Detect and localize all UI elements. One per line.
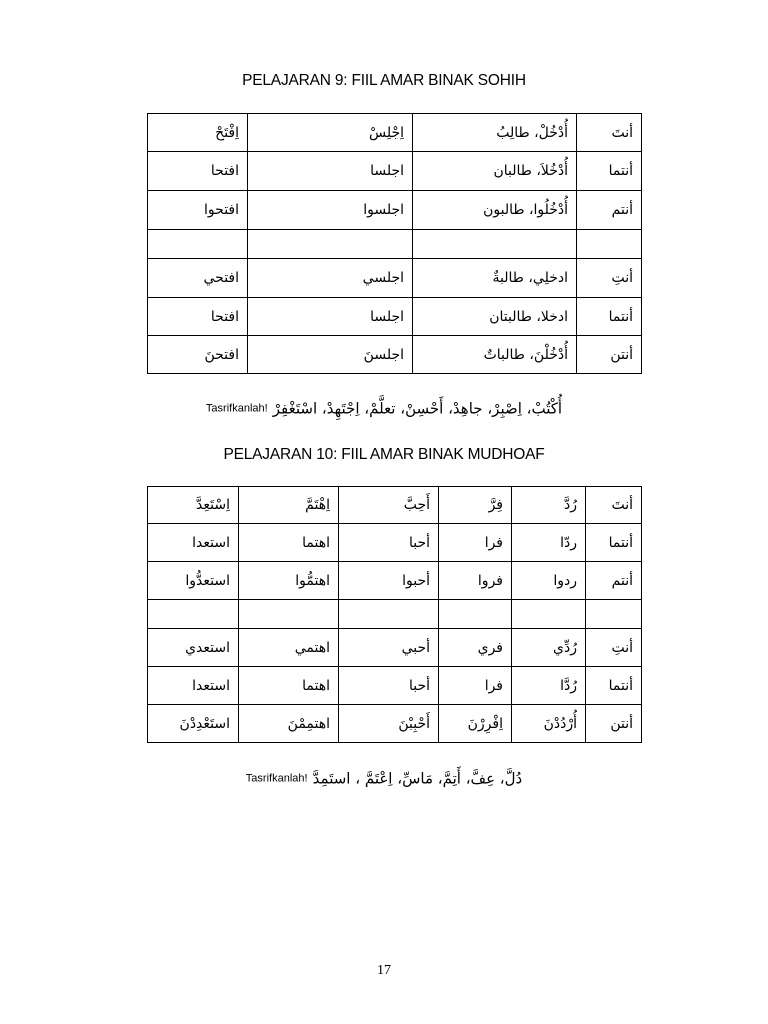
verb-cell: فرا [439, 667, 512, 705]
verb-cell [248, 230, 413, 259]
verb-cell: افتحي [148, 259, 248, 298]
table-row [148, 487, 642, 524]
verb-cell: أَحْبِبْنَ [339, 705, 439, 743]
pronoun-cell: أنتَ [577, 114, 642, 152]
lesson10-table [147, 486, 642, 743]
lesson9-title: PELAJARAN 9: FIIL AMAR BINAK SOHIH [242, 72, 526, 89]
lesson10-exercise [0, 768, 768, 788]
pronoun-cell [577, 230, 642, 259]
verb-cell: افتحنَ [148, 336, 248, 374]
table-row [148, 259, 642, 298]
lesson10-title: PELAJARAN 10: FIIL AMAR BINAK MUDHOAF [223, 446, 545, 463]
verb-cell: رُدَّا [512, 667, 586, 705]
verb-cell: اِفْرِرْنَ [439, 705, 512, 743]
verb-cell: اجلسي [248, 259, 413, 298]
verb-cell: أحبا [339, 524, 439, 562]
verb-cell: اهتمِمْنَ [239, 705, 339, 743]
verb-cell: أُرْدُدْنَ [512, 705, 586, 743]
verb-cell: استعدا [148, 667, 239, 705]
verb-cell: أحبوا [339, 562, 439, 600]
pronoun-cell: أنتم [577, 191, 642, 230]
verb-cell: أُدْخُلُوا، طالبون [413, 191, 577, 230]
table-row [148, 562, 642, 600]
verb-cell: أُدْخُلاَ، طالبان [413, 152, 577, 191]
pronoun-cell: أنتما [577, 152, 642, 191]
table-row [148, 298, 642, 336]
pronoun-cell: أنتِ [586, 629, 642, 667]
verb-cell: ادخلا، طالبتان [413, 298, 577, 336]
pronoun-cell: أنتما [586, 524, 642, 562]
verb-cell: استَعْدِدْنَ [148, 705, 239, 743]
pronoun-cell: أنتما [577, 298, 642, 336]
verb-cell: اِجْلِسْ [248, 114, 413, 152]
verb-cell: ردوا [512, 562, 586, 600]
verb-cell: افتحا [148, 298, 248, 336]
verb-cell: أُدْخُلْ، طالِبُ [413, 114, 577, 152]
table-row [148, 191, 642, 230]
table-row [148, 114, 642, 152]
verb-cell: أُدْخُلْنَ، طالباتٌ [413, 336, 577, 374]
page-number: 17 [377, 963, 391, 978]
pronoun-cell: أنتِ [577, 259, 642, 298]
verb-cell: اهتما [239, 667, 339, 705]
pronoun-cell: أنتم [586, 562, 642, 600]
exercise-words: أُكْتُبْ، اِصْبِرْ، جاهِدْ، أَحْسِنْ، تعلَّمْ، اِجْتَهِدْ، اسْتَغْفِرْ [272, 399, 563, 418]
table-row [148, 336, 642, 374]
table-row [148, 152, 642, 191]
verb-cell: فروا [439, 562, 512, 600]
verb-cell [339, 600, 439, 629]
verb-cell: اجلسا [248, 298, 413, 336]
verb-cell [239, 600, 339, 629]
verb-cell: افتحوا [148, 191, 248, 230]
blank-row [148, 230, 642, 259]
verb-cell: اجلسوا [248, 191, 413, 230]
verb-cell: ردّا [512, 524, 586, 562]
verb-cell: ادخلِي، طالبةٌ [413, 259, 577, 298]
lesson9-table [147, 113, 642, 374]
verb-cell: استعدا [148, 524, 239, 562]
pronoun-cell: أنتن [577, 336, 642, 374]
verb-cell: اهتمُّوا [239, 562, 339, 600]
exercise-words: دُلَّ، عِفَّ، أَتِمَّ، مَاسِّ، اِعْتَمَّ ، استَمِدَّ [312, 769, 523, 788]
verb-cell: افتحا [148, 152, 248, 191]
verb-cell: أحبا [339, 667, 439, 705]
pronoun-cell: أنتَ [586, 487, 642, 524]
verb-cell: رُدِّي [512, 629, 586, 667]
verb-cell: اهتما [239, 524, 339, 562]
table-row [148, 667, 642, 705]
table-row [148, 524, 642, 562]
verb-cell [148, 230, 248, 259]
blank-row [148, 600, 642, 629]
verb-cell [512, 600, 586, 629]
lesson9-exercise [0, 398, 768, 418]
verb-cell: اِسْتَعِدَّ [148, 487, 239, 524]
table-row [148, 705, 642, 743]
pronoun-cell: أنتن [586, 705, 642, 743]
verb-cell: استعدي [148, 629, 239, 667]
verb-cell: أَحِبَّ [339, 487, 439, 524]
exercise-label: Tasrifkanlah! [245, 772, 308, 785]
pronoun-cell: أنتما [586, 667, 642, 705]
verb-cell [439, 600, 512, 629]
verb-cell: فرا [439, 524, 512, 562]
verb-cell: اجلسا [248, 152, 413, 191]
verb-cell: اِفْتَحْ [148, 114, 248, 152]
verb-cell: فري [439, 629, 512, 667]
pronoun-cell [586, 600, 642, 629]
verb-cell: اجلسنَ [248, 336, 413, 374]
verb-cell [148, 600, 239, 629]
verb-cell: أحبي [339, 629, 439, 667]
verb-cell: رُدَّ [512, 487, 586, 524]
table-row [148, 629, 642, 667]
verb-cell: اهتمي [239, 629, 339, 667]
exercise-label: Tasrifkanlah! [205, 402, 268, 415]
verb-cell: اِهْتَمَّ [239, 487, 339, 524]
verb-cell: استعدُّوا [148, 562, 239, 600]
verb-cell: فِرَّ [439, 487, 512, 524]
verb-cell [413, 230, 577, 259]
